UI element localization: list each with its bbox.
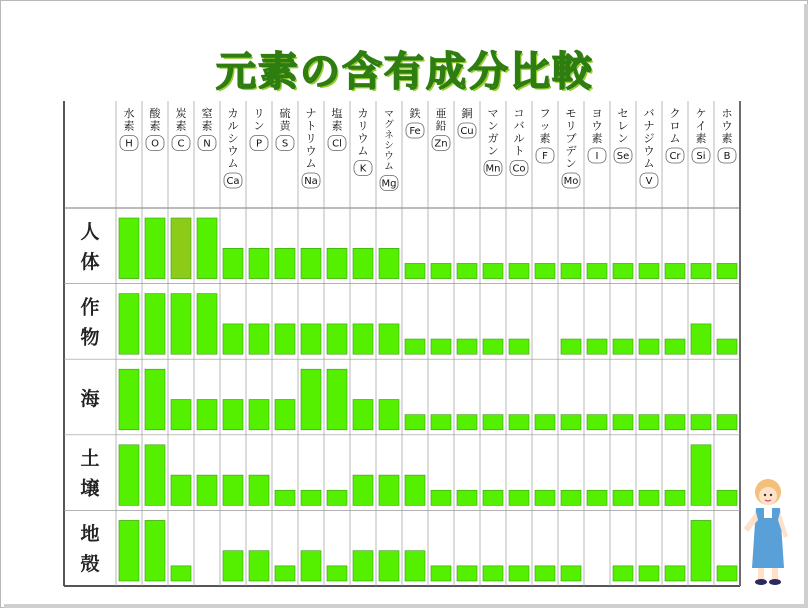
data-bar <box>691 415 711 430</box>
data-bar <box>457 263 477 278</box>
data-bar <box>613 415 633 430</box>
data-bar <box>483 263 503 278</box>
data-bar <box>561 339 581 354</box>
category-label: ヨウ素 <box>591 107 603 145</box>
data-bar <box>379 551 399 581</box>
data-bar <box>353 400 373 430</box>
data-bar <box>119 218 139 279</box>
category-label: 塩素 <box>331 107 343 133</box>
data-bar <box>119 445 139 506</box>
data-bar <box>145 520 165 581</box>
data-bar <box>613 566 633 581</box>
data-bar <box>561 490 581 505</box>
data-bar <box>587 490 607 505</box>
row-label: 地 <box>80 523 100 546</box>
data-bar <box>535 415 555 430</box>
data-bar <box>327 248 347 278</box>
data-bar <box>379 400 399 430</box>
row-label: 人 <box>80 220 100 243</box>
data-bar <box>717 415 737 430</box>
data-bar <box>249 551 269 581</box>
data-bar <box>535 490 555 505</box>
data-bar <box>665 566 685 581</box>
data-bar <box>717 339 737 354</box>
data-bar <box>457 566 477 581</box>
data-bar <box>223 551 243 581</box>
element-symbol-label: S <box>281 138 289 150</box>
data-bar <box>535 566 555 581</box>
category-label: 窒素 <box>201 107 213 133</box>
category-label: 銅 <box>461 107 473 120</box>
data-bar <box>223 248 243 278</box>
data-bar <box>171 294 191 355</box>
data-bar <box>457 415 477 430</box>
category-label: 硫黄 <box>279 107 291 133</box>
element-symbol-label: Fe <box>409 126 421 137</box>
data-bar <box>665 490 685 505</box>
data-bar <box>587 339 607 354</box>
row-label: 物 <box>80 326 100 349</box>
data-bar <box>353 551 373 581</box>
category-label: モリブデン <box>565 107 577 170</box>
data-bar <box>249 324 269 354</box>
data-bar <box>145 445 165 506</box>
data-bar <box>353 248 373 278</box>
data-bar <box>665 263 685 278</box>
category-label: リン <box>253 107 265 133</box>
data-bar <box>665 415 685 430</box>
data-bar <box>223 475 243 505</box>
data-bar <box>639 490 659 505</box>
element-symbol-label: Co <box>512 163 526 175</box>
element-symbol-label: K <box>359 163 367 175</box>
data-bar <box>379 324 399 354</box>
data-bar <box>691 263 711 278</box>
element-symbol-label: N <box>203 138 211 150</box>
element-symbol-label: Cl <box>332 138 342 150</box>
data-bar <box>119 294 139 355</box>
data-bar <box>483 566 503 581</box>
row-label: 壌 <box>80 477 100 500</box>
data-bar <box>431 263 451 278</box>
element-symbol-label: Se <box>616 151 630 162</box>
data-bar <box>197 475 217 505</box>
category-label: ケイ素 <box>695 107 707 145</box>
chart-title: 元素の含有成分比較 <box>216 49 594 95</box>
element-symbol-label: F <box>542 151 548 162</box>
category-label: ホウ素 <box>721 107 733 145</box>
data-bar <box>275 248 295 278</box>
data-bar <box>431 566 451 581</box>
data-bar <box>405 475 425 505</box>
category-label: 炭素 <box>175 107 187 133</box>
data-bar <box>405 339 425 354</box>
data-bar <box>457 490 477 505</box>
element-symbol-label: Mn <box>485 163 501 175</box>
category-label: フッ素 <box>539 107 551 145</box>
category-label: マグネシウム <box>384 109 394 173</box>
data-bar <box>171 566 191 581</box>
data-bar <box>197 218 217 279</box>
data-bar <box>327 490 347 505</box>
data-bar <box>327 566 347 581</box>
data-bar <box>249 400 269 430</box>
element-symbol-label: Mo <box>563 176 579 187</box>
element-symbol-label: C <box>177 138 185 150</box>
data-bar <box>691 445 711 506</box>
data-bar <box>171 400 191 430</box>
data-bar <box>145 218 165 279</box>
data-bar <box>301 490 321 505</box>
data-bar <box>379 248 399 278</box>
data-bar <box>639 339 659 354</box>
girl-mascot-illustration <box>738 476 798 588</box>
data-bar <box>353 475 373 505</box>
element-symbol-label: V <box>645 176 653 187</box>
data-bar <box>535 263 555 278</box>
data-bar <box>223 324 243 354</box>
data-bar <box>431 415 451 430</box>
data-bar <box>145 369 165 430</box>
data-bar <box>483 339 503 354</box>
element-symbol-label: I <box>595 151 599 162</box>
data-bar <box>483 490 503 505</box>
data-bar <box>509 566 529 581</box>
data-bar <box>431 490 451 505</box>
data-bar <box>691 520 711 581</box>
data-bar <box>119 520 139 581</box>
data-bar <box>379 475 399 505</box>
data-bar <box>275 400 295 430</box>
data-bar <box>353 324 373 354</box>
row-label: 体 <box>80 250 100 273</box>
data-bar <box>639 415 659 430</box>
data-bar <box>717 490 737 505</box>
category-label: 鉄 <box>409 107 421 120</box>
row-label: 海 <box>80 388 100 410</box>
data-bar <box>223 400 243 430</box>
element-symbol-label: B <box>723 151 731 162</box>
element-symbol-label: Na <box>304 176 318 187</box>
data-bar <box>431 339 451 354</box>
data-bar <box>639 566 659 581</box>
data-bar <box>249 248 269 278</box>
category-label: コバルト <box>513 107 525 158</box>
data-bar <box>275 324 295 354</box>
data-bar <box>457 339 477 354</box>
category-label: カリウム <box>357 107 369 158</box>
data-bar <box>509 415 529 430</box>
element-symbol-label: H <box>125 138 133 150</box>
data-bar <box>405 263 425 278</box>
category-label: マンガン <box>487 107 499 158</box>
data-bar <box>587 263 607 278</box>
data-bar <box>691 324 711 354</box>
category-label: ナトリウム <box>305 107 317 170</box>
data-bar <box>561 263 581 278</box>
row-label: 作 <box>80 296 100 319</box>
row-label: 殻 <box>80 553 100 576</box>
data-bar <box>301 248 321 278</box>
element-symbol-label: P <box>255 138 263 150</box>
data-bar <box>717 263 737 278</box>
data-bar <box>301 551 321 581</box>
data-bar <box>197 400 217 430</box>
category-label: 水素 <box>123 107 135 133</box>
data-bar <box>613 339 633 354</box>
element-symbol-label: Ca <box>226 176 240 187</box>
data-bar <box>587 415 607 430</box>
data-bar <box>717 566 737 581</box>
data-bar <box>275 490 295 505</box>
data-bar <box>509 339 529 354</box>
element-symbol-label: Cr <box>669 151 681 162</box>
category-label: カルシウム <box>227 107 239 170</box>
data-bar <box>613 490 633 505</box>
element-symbol-label: Zn <box>434 138 448 150</box>
element-symbol-label: Cu <box>460 126 474 137</box>
row-label: 土 <box>80 447 100 470</box>
data-bar <box>301 369 321 430</box>
data-bar <box>145 294 165 355</box>
category-label: 亜鉛 <box>435 107 447 133</box>
data-bar <box>405 551 425 581</box>
data-bar <box>561 415 581 430</box>
data-bar <box>327 369 347 430</box>
element-symbol-label: Si <box>696 151 706 162</box>
data-bar <box>613 263 633 278</box>
data-bar <box>665 339 685 354</box>
category-label: セレン <box>617 107 629 145</box>
data-bar <box>275 566 295 581</box>
element-symbol-label: O <box>151 138 159 150</box>
category-label: クロム <box>669 107 681 145</box>
data-bar <box>405 415 425 430</box>
data-bar <box>509 490 529 505</box>
data-bar <box>509 263 529 278</box>
data-bar <box>561 566 581 581</box>
data-bar <box>639 263 659 278</box>
data-bar <box>171 475 191 505</box>
category-label: 酸素 <box>149 107 161 133</box>
data-bar <box>483 415 503 430</box>
data-bar <box>327 324 347 354</box>
data-bar <box>171 218 191 279</box>
category-label: バナジウム <box>643 107 655 170</box>
data-bar <box>119 369 139 430</box>
element-symbol-label: Mg <box>381 178 397 190</box>
data-bar <box>197 294 217 355</box>
data-bar <box>301 324 321 354</box>
data-bar <box>249 475 269 505</box>
